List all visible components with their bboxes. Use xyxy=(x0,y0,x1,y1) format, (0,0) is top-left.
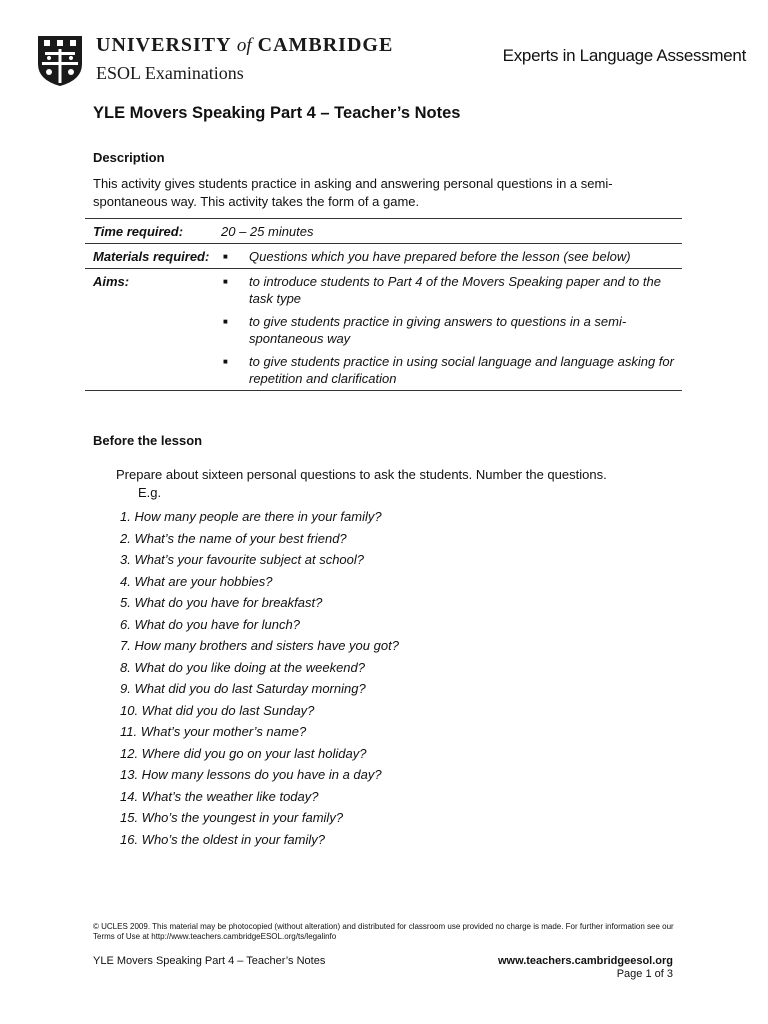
header-tagline: Experts in Language Assessment xyxy=(502,46,746,65)
list-item: 14. What’s the weather like today? xyxy=(120,788,319,804)
footer-doc-title: YLE Movers Speaking Part 4 – Teacher’s Notes xyxy=(93,955,326,967)
materials-row xyxy=(85,244,682,269)
square-bullet-icon: ■ xyxy=(223,317,228,326)
list-item: 9. What did you do last Saturday morning? xyxy=(120,681,366,696)
list-item: 7. How many brothers and sisters have you got? xyxy=(120,638,399,653)
prep-instructions: Prepare about sixteen personal questions to ask the students. Number the questions. E.g. xyxy=(116,467,607,500)
materials-label: Materials required: xyxy=(93,249,210,264)
time-label: Time required: xyxy=(93,224,184,239)
list-item: 12. Where did you go on your last holiday? xyxy=(120,745,367,761)
square-bullet-icon: ■ xyxy=(223,357,228,366)
aims-label: Aims: xyxy=(93,274,130,289)
list-item: 10. What did you do last Sunday? xyxy=(120,702,315,718)
list-item: 8. What do you like doing at the weekend? xyxy=(120,659,365,675)
list-item: 16. Who’s the oldest in your family? xyxy=(120,831,325,847)
document-title: YLE Movers Speaking Part 4 – Teacher’s Notes xyxy=(93,104,461,122)
list-item: ■ Questions which you have prepared before the lesson (see below) xyxy=(223,249,631,264)
time-value: 20 – 25 minutes xyxy=(221,224,314,239)
description-text: This activity gives students practice in asking and answering personal questions in a semi-spontaneous way. This activity takes the form of a game. xyxy=(93,176,613,209)
list-item: ■ to give students practice in giving answers to questions in a semi-spontaneous way xyxy=(223,314,627,346)
list-item: 15. Who’s the youngest in your family? xyxy=(120,810,344,825)
list-item: 11. What’s your mother’s name? xyxy=(120,724,307,739)
time-row xyxy=(85,219,682,244)
university-name: UNIVERSITY of CAMBRIDGE xyxy=(96,34,394,56)
before-lesson-heading: Before the lesson xyxy=(93,433,203,448)
info-table xyxy=(85,218,682,391)
page-number: Page 1 of 3 xyxy=(616,968,673,980)
list-item: 4. What are your hobbies? xyxy=(120,573,273,589)
question-list xyxy=(120,508,399,852)
list-item: 13. How many lessons do you have in a day? xyxy=(120,767,382,782)
page-header xyxy=(36,30,746,90)
square-bullet-icon: ■ xyxy=(223,252,228,261)
list-item: ■ to give students practice in using social language and language asking for repetition and clarification xyxy=(223,354,674,386)
list-item: 1. How many people are there in your family? xyxy=(120,509,382,524)
footer-url-link[interactable]: www.teachers.cambridgeesol.org xyxy=(497,955,673,967)
cambridge-crest-icon xyxy=(36,34,84,88)
list-item: 5. What do you have for breakfast? xyxy=(120,595,323,610)
aims-row xyxy=(85,269,682,391)
esol-examinations: ESOL Examinations xyxy=(96,63,244,83)
list-item: 3. What’s your favourite subject at school? xyxy=(120,552,364,567)
description-heading: Description xyxy=(93,150,165,165)
list-item: ■ to introduce students to Part 4 of the Movers Speaking paper and to the task type xyxy=(223,274,661,306)
list-item: 6. What do you have for lunch? xyxy=(120,616,300,632)
list-item: 2. What’s the name of your best friend? xyxy=(120,530,347,546)
square-bullet-icon: ■ xyxy=(223,277,228,286)
copyright-notice: © UCLES 2009. This material may be photocopied (without alteration) and distributed for classroom use provided no charge is made. For further information see our Terms of Use at http://www.teachers.cambridgeESOL.org/ts/legalinfo xyxy=(93,922,674,941)
